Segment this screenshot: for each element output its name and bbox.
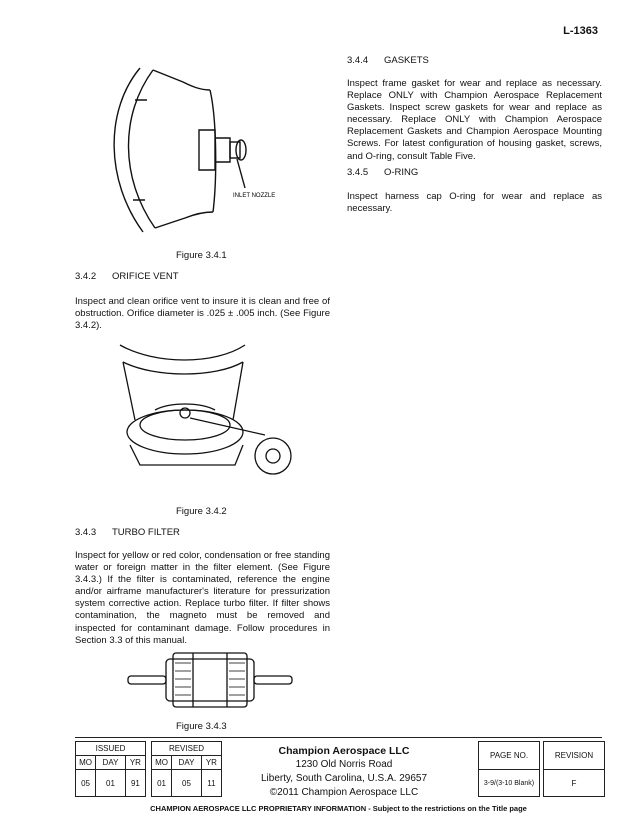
page-revision-table <box>478 741 605 797</box>
figure-caption: Figure 3.4.3 <box>176 721 227 732</box>
issue-revision-table: ISSUED REVISED MO DAY YR MO DAY YR 05 01 91 01 05 11 <box>75 741 222 797</box>
company-block <box>244 744 444 800</box>
section-text: Inspect frame gasket for wear and replace as necessary. Replace ONLY with Champion Aerospace Replacement Gaskets. Inspect screw gaskets for wear and replace as necessary. Replace ONLY with Champion Aerospace Replacement Gaskets and Champion Aerospace Mounting Screws. For latest configuration of housing gasket, screws, and O-ring, consult Table Five. <box>347 78 602 162</box>
issued-day: 01 <box>96 770 126 797</box>
section-text: Inspect harness cap O-ring for wear and replace as necessary. <box>347 191 602 215</box>
figure-orifice-vent <box>115 340 315 480</box>
issued-yr: 91 <box>125 770 145 797</box>
company-name: Champion Aerospace LLC <box>278 745 410 757</box>
proprietary-notice: CHAMPION AEROSPACE LLC PROPRIETARY INFORMATION - Subject to the restrictions on the Title page <box>150 804 527 813</box>
section-text: Inspect and clean orifice vent to insure it is clean and free of obstruction. Orifice diameter is .025 ± .005 inch. (See Figure 3.4.2). <box>75 296 330 332</box>
figure-caption: Figure 3.4.1 <box>176 250 227 261</box>
section-text: Inspect for yellow or red color, condensation or free standing water or foreign matter in the filter element. (See Figure 3.4.3.) If the filter is contaminated, reference the engine and/or airframe manufacturer's literature for pressurization system corrective action. Replace turbo filter. If filter shows contamination, the magneto must be removed and inspected for contaminant damage. Follow procedures in Section 3.3 of this manual. <box>75 550 330 646</box>
revision-label: REVISION <box>544 742 605 770</box>
section-heading: 3.4.4 GASKETS <box>347 55 429 66</box>
section-heading: 3.4.3 TURBO FILTER <box>75 527 180 538</box>
figure-inlet-nozzle <box>105 60 305 240</box>
copyright: ©2011 Champion Aerospace LLC <box>269 787 419 798</box>
revised-label: REVISED <box>152 742 222 756</box>
footer-rule <box>75 737 602 738</box>
address-line-2: Liberty, South Carolina, U.S.A. 29657 <box>260 773 428 784</box>
page-label: PAGE NO. <box>479 742 540 770</box>
revised-day: 05 <box>172 770 202 797</box>
page-number: 3-9/(3-10 Blank) <box>479 770 540 797</box>
revised-mo: 01 <box>152 770 172 797</box>
document-number: L-1363 <box>563 25 598 37</box>
issued-label: ISSUED <box>76 742 146 756</box>
figure-turbo-filter <box>125 645 295 715</box>
section-heading: 3.4.5 O-RING <box>347 167 419 178</box>
inlet-nozzle-callout: INLET NOZZLE <box>233 193 276 199</box>
revised-yr: 11 <box>201 770 221 797</box>
address-line-1: 1230 Old Norris Road <box>295 759 393 770</box>
issued-mo: 05 <box>76 770 96 797</box>
revision-value: F <box>544 770 605 797</box>
section-heading: 3.4.2 ORIFICE VENT <box>75 271 179 282</box>
figure-caption: Figure 3.4.2 <box>176 506 227 517</box>
